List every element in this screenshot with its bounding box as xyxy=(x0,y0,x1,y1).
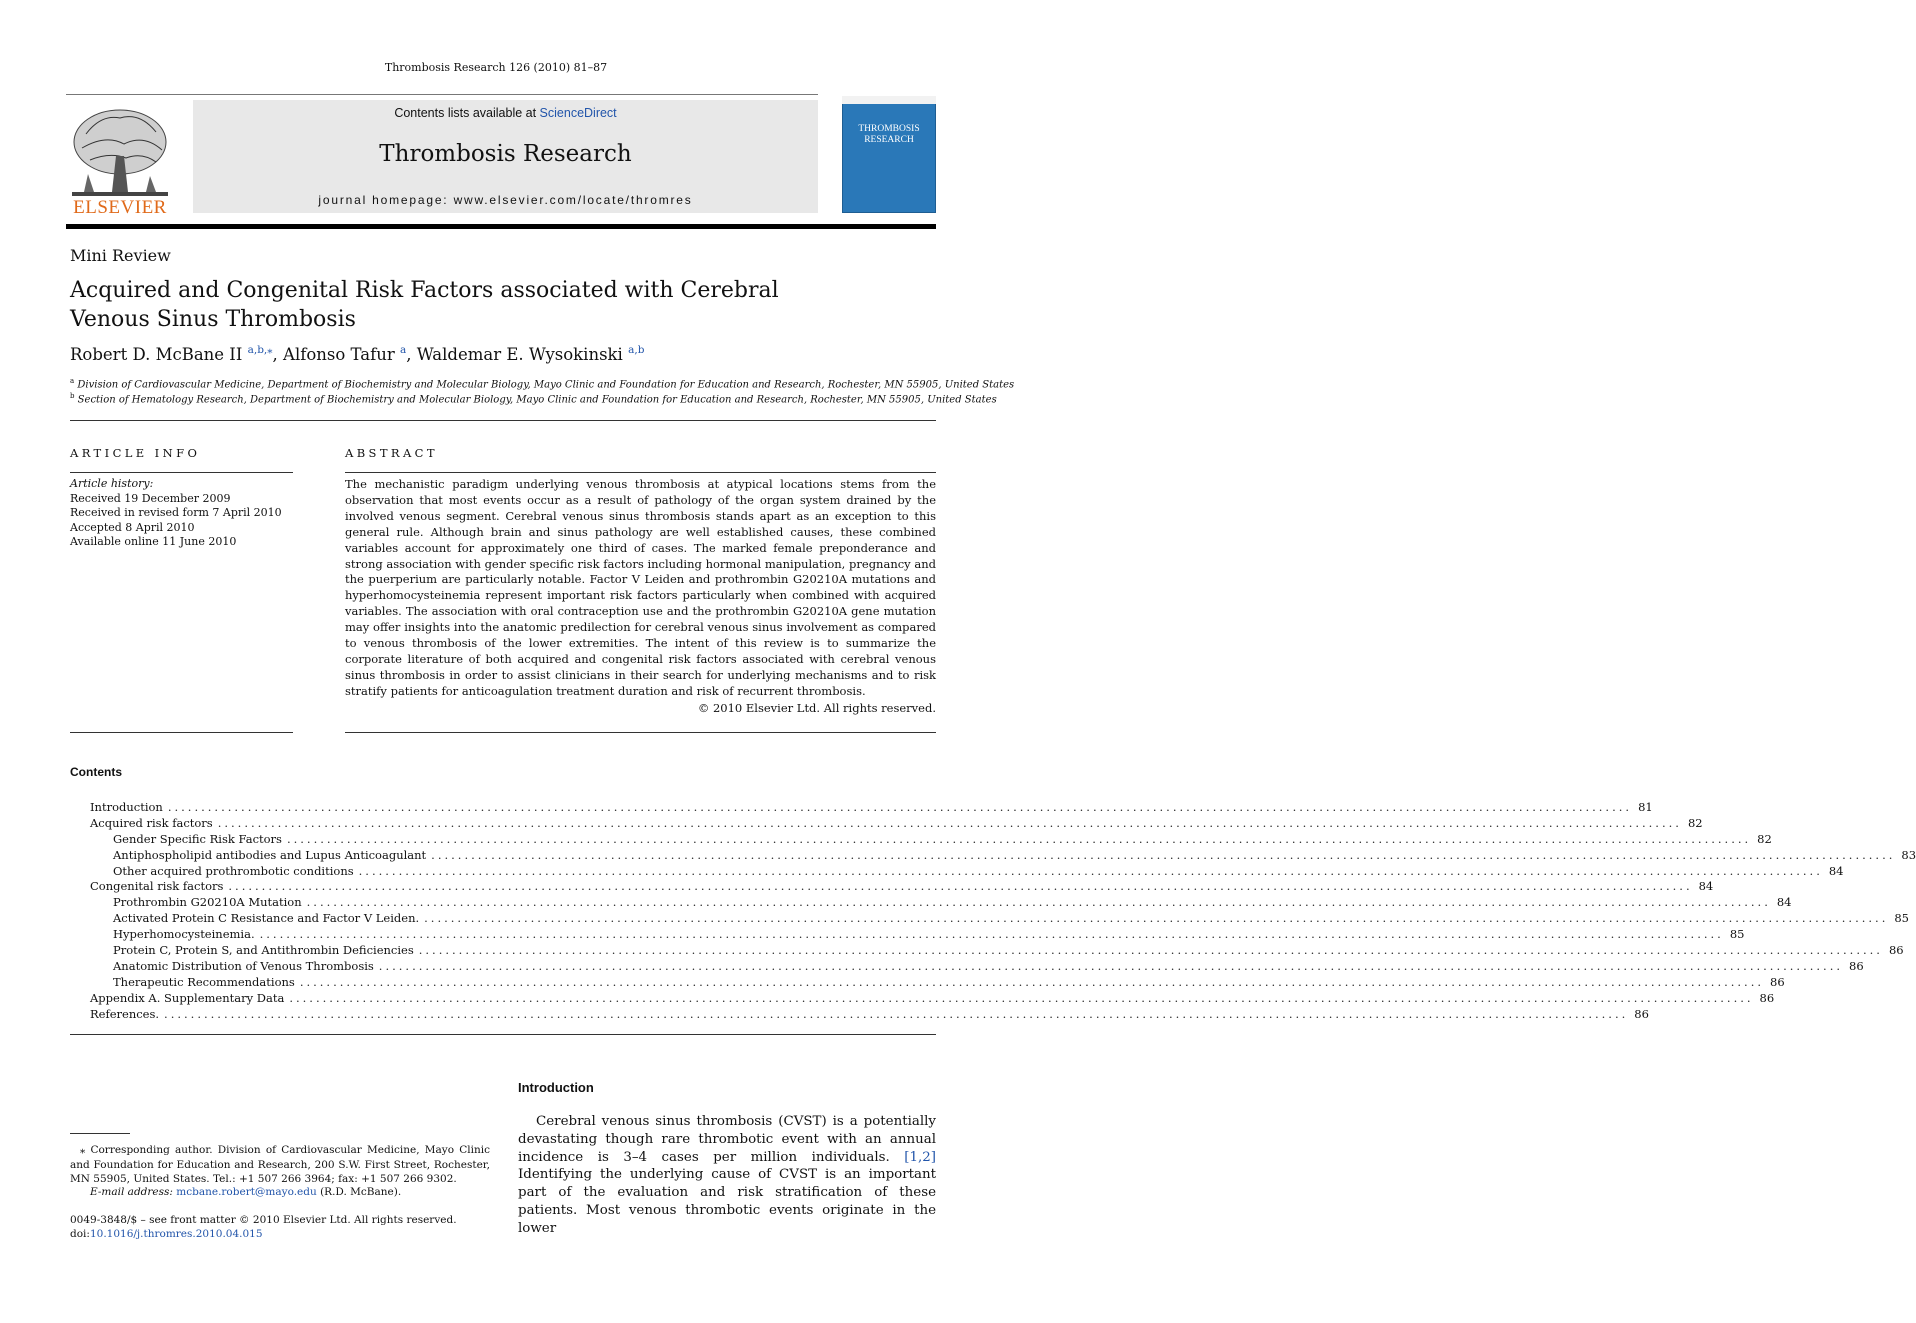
toc-leader: ............................................................................................................................................................................................................................ xyxy=(358,863,1823,878)
affiliation-text: Section of Hematology Research, Department of Biochemistry and Molecular Biology, Mayo Clinic and Foundation for Education and Research, Rochester, MN 55905, United States xyxy=(77,394,997,406)
toc-page: 86 xyxy=(1759,990,1775,1005)
abstract-copyright: © 2010 Elsevier Ltd. All rights reserved. xyxy=(697,701,936,715)
toc-title: Activated Protein C Resistance and Factor V Leiden. xyxy=(113,911,420,926)
toc-title: Introduction xyxy=(90,800,163,814)
toc-entry[interactable] xyxy=(90,879,1714,895)
author-name[interactable]: Waldemar E. Wysokinski xyxy=(416,345,623,364)
toc-page: 86 xyxy=(1634,1006,1649,1021)
toc-entry[interactable] xyxy=(90,847,1916,864)
toc-title: References. xyxy=(90,1006,160,1021)
article-info-bottom-rule xyxy=(70,732,293,733)
toc-title: Gender Specific Risk Factors xyxy=(113,831,282,846)
toc-leader: ............................................................................................................................................................................................................................ xyxy=(259,927,1724,942)
toc-entry[interactable] xyxy=(90,831,1772,848)
sciencedirect-link[interactable]: ScienceDirect xyxy=(539,106,617,120)
doi-link[interactable]: 10.1016/j.thromres.2010.04.015 xyxy=(89,1228,263,1240)
affiliation-text: Division of Cardiovascular Medicine, Department of Biochemistry and Molecular Biology, Mayo Clinic and Foundation for Education and Research, Rochester, MN 55905, United States xyxy=(77,379,1015,391)
author-separator: , xyxy=(406,345,417,364)
email-suffix: (R.D. McBane). xyxy=(316,1186,402,1198)
author-name[interactable]: Robert D. McBane II xyxy=(70,345,243,364)
author-affil-mark[interactable]: a,b xyxy=(628,344,645,356)
contents-prefix: Contents lists available at xyxy=(394,106,540,120)
toc-entry[interactable] xyxy=(90,863,1844,880)
affiliation-divider xyxy=(70,420,936,421)
toc-title: Protein C, Protein S, and Antithrombin Deficiencies xyxy=(113,943,414,958)
history-revised: Received in revised form 7 April 2010 xyxy=(70,506,282,519)
toc-entry[interactable] xyxy=(90,800,1653,816)
author-list xyxy=(70,344,644,364)
intro-text-part: Identifying the underlying cause of CVST is an important part of the evaluation and risk stratification of these patients. Most venous thrombotic events originate in the lower xyxy=(518,1167,936,1236)
footnote-rule xyxy=(70,1133,130,1134)
header-thick-rule xyxy=(66,224,936,229)
toc-title: Antiphospholipid antibodies and Lupus Anticoagulant xyxy=(113,847,427,862)
journal-title: Thrombosis Research xyxy=(379,141,632,167)
homepage-link[interactable]: www.elsevier.com/locate/thromres xyxy=(453,193,693,207)
intro-text-part: Cerebral venous sinus thrombosis (CVST) is a potentially devastating though rare thrombotic event with an annual incidence is 3–4 cases per million individuals. xyxy=(518,1114,936,1165)
affiliation xyxy=(70,392,997,405)
email-link[interactable]: mcbane.robert@mayo.edu xyxy=(176,1186,317,1198)
toc-leader: ............................................................................................................................................................................................................................ xyxy=(167,800,1633,814)
toc-entry[interactable] xyxy=(90,895,1792,911)
homepage-label: journal homepage: xyxy=(318,193,454,207)
toc-title: Congenital risk factors xyxy=(90,879,224,894)
journal-citation: Thrombosis Research 126 (2010) 81–87 xyxy=(384,61,608,74)
toc-page: 82 xyxy=(1687,815,1703,830)
toc-leader: ............................................................................................................................................................................................................................ xyxy=(217,815,1682,830)
toc-entry[interactable] xyxy=(90,943,1904,959)
toc-entry[interactable] xyxy=(90,958,1864,975)
affiliation xyxy=(70,377,1014,390)
contents-bottom-rule xyxy=(70,1034,936,1035)
article-history xyxy=(70,477,282,550)
toc-entry[interactable] xyxy=(90,927,1745,943)
author-affil-mark[interactable]: a xyxy=(399,344,407,356)
toc-leader: ............................................................................................................................................................................................................................ xyxy=(286,831,1752,846)
corresponding-author-footnote: ⁎ Corresponding author. Division of Cardiovascular Medicine, Mayo Clinic and Foundation for Education and Research, 200 S.W. First Street, Rochester, MN 55905, United States. Tel.: +1 507 266 3964; fax: +1 507 266 9302. xyxy=(70,1144,490,1185)
toc-page: 86 xyxy=(1888,943,1904,958)
journal-cover-title xyxy=(842,124,936,146)
abstract-rule xyxy=(345,472,936,473)
history-accepted: Accepted 8 April 2010 xyxy=(70,520,195,534)
journal-cover-strip xyxy=(842,96,936,104)
author-affil-mark[interactable]: a,b,⁎ xyxy=(247,344,273,356)
journal-homepage xyxy=(193,193,818,207)
toc-leader: ............................................................................................................................................................................................................................ xyxy=(228,879,1693,894)
toc-title: Anatomic Distribution of Venous Thrombosis xyxy=(113,958,374,973)
article-info-heading: ARTICLE INFO xyxy=(70,446,201,460)
toc-title: Acquired risk factors xyxy=(90,815,213,830)
toc-entry[interactable] xyxy=(90,990,1775,1007)
email-footnote xyxy=(90,1186,401,1198)
toc-title: Hyperhomocysteinemia. xyxy=(113,927,255,942)
abstract-text: The mechanistic paradigm underlying venous thrombosis at atypical locations stems from the observation that most events occur as a result of pathology of the organ system drained by the involved venous segment. Cerebral venous sinus thrombosis stands apart as an exception to this general rule. Although brain and sinus pathology are well established causes, these combined variables account for approximately one third of cases. The marked female preponderance and strong association with gender specific risk factors including hormonal manipulation, pregnancy and the puerperium are particularly notable. Factor V Leiden and prothrombin G20210A mutations and hyperhomocysteinemia represent important risk factors particularly when combined with acquired variables. The association with oral contraception use and the prothrombin G20210A gene mutation may offer insights into the anatomic predilection for cerebral venous sinus involvement as compared to venous thrombosis of the lower extremities. The intent of this review is to summarize the corporate literature of both acquired and congenital risk factors associated with cerebral venous sinus thrombosis in order to assist clinicians in their search for underlying mechanisms and to risk stratify patients for anticoagulation treatment duration and risk of recurrent thrombosis. xyxy=(345,477,936,698)
journal-cover-image xyxy=(842,96,936,213)
toc-page: 85 xyxy=(1894,911,1909,926)
header-top-rule xyxy=(66,94,818,95)
toc-page: 82 xyxy=(1757,831,1772,846)
history-online: Available online 11 June 2010 xyxy=(70,535,237,548)
toc-page: 81 xyxy=(1638,800,1653,814)
toc-leader: ............................................................................................................................................................................................................................ xyxy=(378,958,1844,973)
toc-entry[interactable] xyxy=(90,974,1785,991)
toc-entry[interactable] xyxy=(90,911,1909,927)
toc-title: Therapeutic Recommendations xyxy=(113,974,295,989)
doi-line xyxy=(70,1228,263,1240)
toc-leader: ............................................................................................................................................................................................................................ xyxy=(289,990,1754,1005)
history-received: Received 19 December 2009 xyxy=(70,491,231,505)
toc-page: 84 xyxy=(1828,863,1844,878)
toc-leader: ............................................................................................................................................................................................................................ xyxy=(424,911,1889,926)
article-info-rule xyxy=(70,472,293,473)
toc-title: Other acquired prothrombotic conditions xyxy=(113,863,354,878)
contents-availability xyxy=(193,106,818,120)
email-label: E-mail address: xyxy=(90,1186,173,1198)
citation-link[interactable]: [1,2] xyxy=(904,1149,936,1165)
introduction-heading: Introduction xyxy=(518,1080,594,1095)
toc-leader: ............................................................................................................................................................................................................................ xyxy=(418,943,1883,958)
toc-page: 86 xyxy=(1770,974,1785,989)
issn-line: 0049-3848/$ – see front matter © 2010 Elsevier Ltd. All rights reserved. xyxy=(70,1214,457,1226)
toc-leader: ............................................................................................................................................................................................................................ xyxy=(299,974,1765,989)
toc-page: 86 xyxy=(1849,958,1864,973)
author-separator: , xyxy=(272,345,284,364)
contents-heading: Contents xyxy=(70,765,122,779)
toc-page: 83 xyxy=(1901,847,1916,862)
cover-title-line2: RESEARCH xyxy=(864,135,914,145)
introduction-text xyxy=(518,1113,936,1238)
toc-entry[interactable] xyxy=(90,1006,1649,1023)
article-title: Acquired and Congenital Risk Factors associated with Cerebral Venous Sinus Thrombosis xyxy=(70,278,779,332)
toc-leader: ............................................................................................................................................................................................................................ xyxy=(164,1006,1629,1021)
toc-page: 85 xyxy=(1729,927,1745,942)
affiliation-mark: a xyxy=(70,377,75,385)
abstract-heading: ABSTRACT xyxy=(345,446,438,460)
toc-leader: ............................................................................................................................................................................................................................ xyxy=(306,895,1771,910)
table-of-contents xyxy=(90,800,1916,1022)
toc-page: 84 xyxy=(1776,895,1792,910)
toc-page: 84 xyxy=(1698,879,1714,894)
toc-leader: ............................................................................................................................................................................................................................ xyxy=(431,847,1896,862)
doi-label: doi: xyxy=(70,1228,90,1240)
cover-title-line1: THROMBOSIS xyxy=(858,124,920,134)
article-section-label: Mini Review xyxy=(70,246,171,265)
author-name[interactable]: Alfonso Tafur xyxy=(283,345,395,364)
abstract-bottom-rule xyxy=(345,732,936,733)
affiliation-mark: b xyxy=(70,392,75,400)
toc-entry[interactable] xyxy=(90,815,1703,832)
elsevier-wordmark: ELSEVIER xyxy=(73,197,167,218)
toc-title: Prothrombin G20210A Mutation xyxy=(113,895,302,910)
history-label: Article history: xyxy=(70,477,154,490)
toc-title: Appendix A. Supplementary Data xyxy=(90,990,285,1005)
